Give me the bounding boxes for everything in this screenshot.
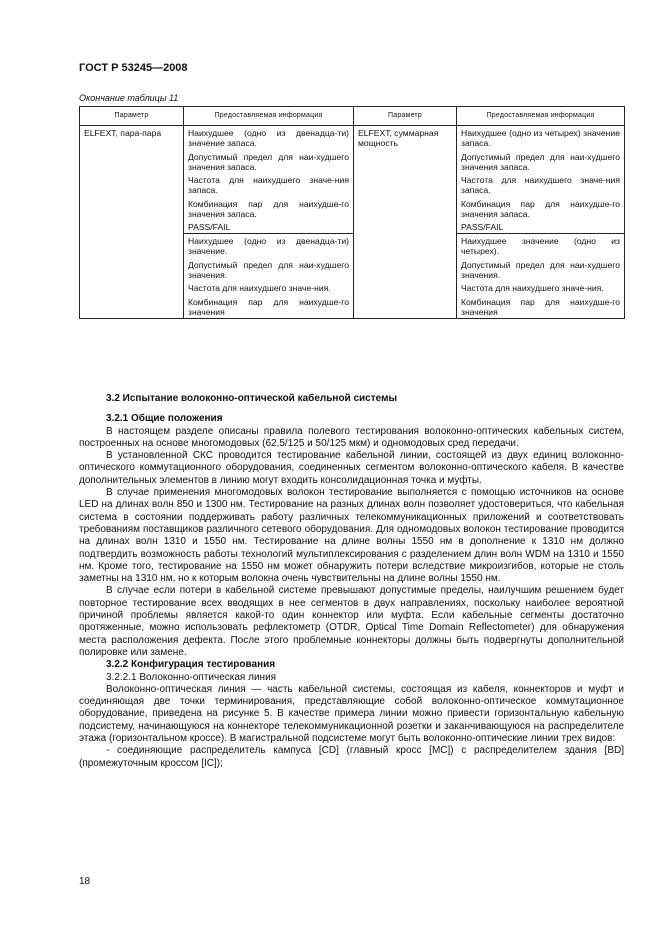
- info-line: Допустимый предел для наи-худшего значения.: [461, 259, 620, 280]
- info-line: Допустимый предел для наи-худшего значения.: [188, 259, 349, 280]
- section-heading: 3.2 Испытание волоконно-оптической кабельной системы: [106, 393, 398, 404]
- column-header: Предоставляемая информация: [457, 107, 625, 126]
- info-line: Комбинация пар для наихудше-го значения: [188, 296, 349, 317]
- paragraph: Волоконно-оптическая линия — часть кабельной системы, состоящая из кабеля, коннекторов и муфт и соединяющая две точки терминирования, представляющие собой волоконно-оптическое коммутационное оборудование, приведена на рисунке 5. В качестве примера линии можно привести горизонтальную кабельную подсистему, начинающуюся на коннекторе телекоммуникационной розетки и заканчивающуюся на распределителе этажа (горизонтальном кроссе). В магистральной подсистеме могут быть волоконно-оптические линии трех видов:: [79, 683, 624, 745]
- page-number: 18: [79, 876, 91, 887]
- info-line: Наихудшее (одно из четырех) значение запаса.: [461, 128, 620, 148]
- subsection-heading: 3.2.1 Общие положения: [106, 413, 223, 425]
- info-line: Частота для наихудшего значе-ния запаса.: [461, 175, 620, 195]
- info-line: Наихудшее (одно из двенадца-ти) значение.: [188, 236, 349, 256]
- table-header-row: [80, 107, 625, 126]
- info-line: Допустимый предел для наи-худшего значения запаса.: [188, 151, 349, 172]
- info-line: Комбинация пар для наихудше-го значения запаса.: [461, 198, 620, 219]
- section-body: [79, 393, 624, 770]
- table-row: [80, 126, 625, 234]
- parameter-cell: ELFEXT, суммарная мощность: [354, 126, 457, 319]
- paragraph: - соединяющие распределитель кампуса [CD] (главный кросс [MC]) с распределителем здания [BD] (промежуточным кроссом [IC]);: [79, 745, 624, 769]
- info-line: Частота для наихудшего значе-ния.: [188, 283, 331, 293]
- paragraph: В случае применения многомодовых волокон тестирование выполняется с помощью источников на основе LED на длинах волн 850 и 1300 нм. Тестирование на разных длинах волн позволяет удостовериться, что кабельная система в состоянии поддерживать работу различных телекоммуникационных приложений и соответствовать требованиям поставщиков различного сетевого оборудования. Для одномодовых волокон тестирование проводится на длинах волн 1310 и 1550 нм. Тестирование на длине волны 1550 нм в дополнение к 1310 нм должно подтвердить возможность работы технологий мультиплексирования с разделением длин волн WDM на 1310 и 1550 нм. Кроме того, тестирование на 1550 нм может обнаружить потери вследствие микроизгибов, которые не столь заметны на 1310 нм, но к которым волокна очень чувствительны на длине волны 1550 нм.: [79, 487, 624, 585]
- info-cell: [184, 234, 354, 319]
- info-cell: [184, 126, 354, 234]
- subsection-heading: 3.2.2 Конфигурация тестирования: [106, 659, 276, 671]
- paragraph: В случае если потери в кабельной системе превышают допустимые пределы, наилучшим решением будет повторное тестирование всех вводящих в нее сегментов в двух направлениях, поскольку наиболее вероятной причиной проблемы является какой-то один коннектор или муфта. Если кабельные сегменты достаточно протяженные, можно использовать рефлектометр (OTDR, Optical Time Domain Reflectometer) для обнаружения места расположения дефекта. После этого проблемные коннекторы должны быть подвергнуты дополнительной полировке или замене.: [79, 585, 624, 658]
- info-cell: [457, 234, 625, 319]
- subsubsection-heading: 3.2.2.1 Волоконно-оптическая линия: [106, 671, 277, 683]
- column-header: Предоставляемая информация: [184, 107, 354, 126]
- table-caption: Окончание таблицы 11: [79, 93, 179, 103]
- info-line: PASS/FAIL: [188, 222, 231, 232]
- info-line: PASS/FAIL: [461, 222, 504, 232]
- column-header: Параметр: [80, 107, 184, 126]
- info-line: Частота для наихудшего значе-ния.: [461, 283, 604, 293]
- info-cell: [457, 126, 625, 234]
- document-header: ГОСТ Р 53245—2008: [79, 62, 188, 74]
- column-header: Параметр: [354, 107, 457, 126]
- info-line: Наихудшее значение (одно из четырех).: [461, 236, 620, 256]
- info-line: Частота для наихудшего значе-ния запаса.: [188, 175, 349, 195]
- info-line: Комбинация пар для наихудше-го значения запаса.: [188, 198, 349, 219]
- paragraph: В установленной СКС проводится тестирование кабельной линии, состоящей из двух единиц волоконно-оптического коммутационного оборудования, соединенных сегментом волоконно-оптического кабеля. В качестве дополнительных элементов в линию могут входить консолидационная точка и муфты.: [79, 450, 624, 486]
- info-line: Допустимый предел для наи-худшего значения запаса.: [461, 151, 620, 172]
- paragraph: В настоящем разделе описаны правила полевого тестирования волоконно-оптических кабельных систем, построенных на основе многомодовых (62,5/125 и 50/125 мкм) и одномодовых сред передачи.: [79, 425, 624, 449]
- parameters-table: [79, 106, 625, 319]
- info-line: Комбинация пар для наихудше-го значения: [461, 296, 620, 317]
- info-line: Наихудшее (одно из двенадца-ти) значение запаса.: [188, 128, 349, 148]
- parameter-cell: ELFEXT, пара-пара: [80, 126, 184, 319]
